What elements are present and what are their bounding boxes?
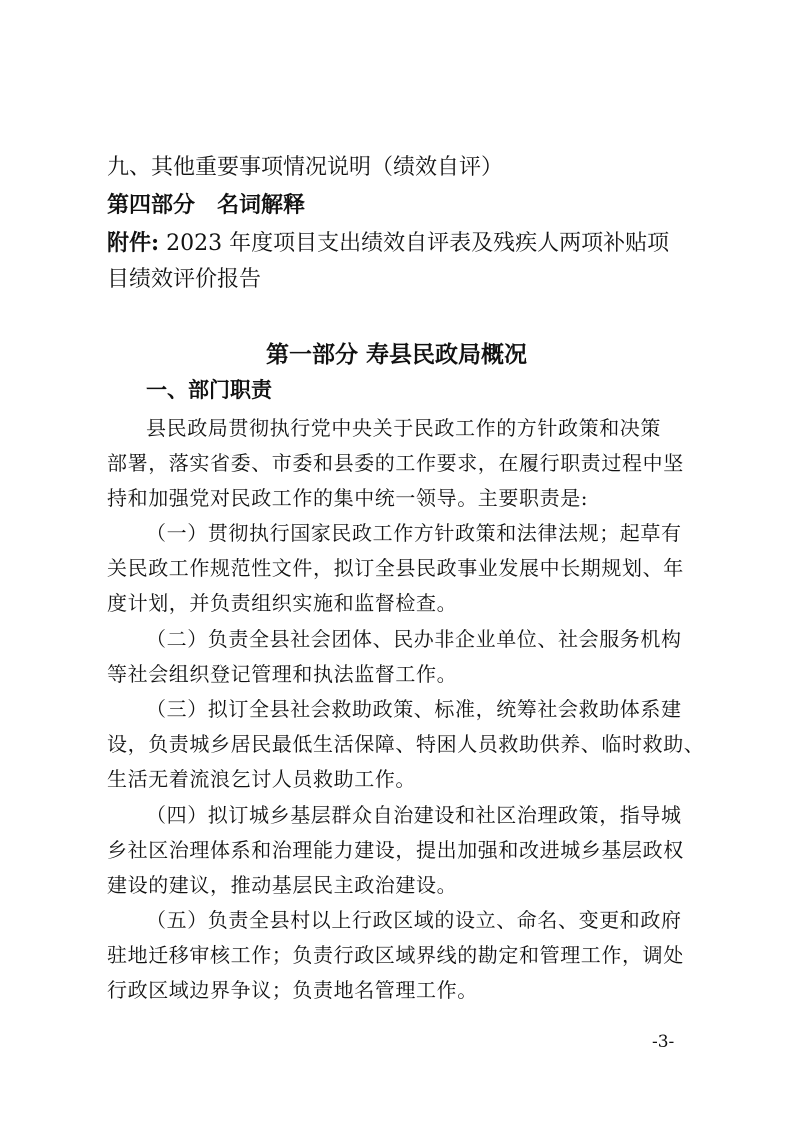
paragraph-line: （四）拟订城乡基层群众自治建设和社区治理政策，指导城 [146,803,682,827]
toc-part-4: 第四部分 名词解释 [107,192,306,218]
paragraph-line: 县民政局贯彻执行党中央关于民政工作的方针政策和决策 [146,416,661,440]
paragraph-line: （一）贯彻执行国家民政工作方针政策和法律法规；起草有 [146,521,682,545]
heading-department-duties: 一、部门职责 [146,377,272,402]
toc-attachment-line-1 [107,226,669,257]
paragraph-line: 部署，落实省委、市委和县委的工作要求，在履行职责过程中坚 [107,451,684,475]
paragraph-line: 持和加强党对民政工作的集中统一领导。主要职责是: [107,486,589,510]
paragraph-line: 乡社区治理体系和治理能力建设，提出加强和改进城乡基层政权 [107,838,684,862]
paragraph-line: 关民政工作规范性文件，拟订全县民政事业发展中长期规划、年 [107,556,684,580]
paragraph-line: （二）负责全县社会团体、民办非企业单位、社会服务机构 [146,627,682,651]
toc-attachment-line-2: 目绩效评价报告 [107,267,262,292]
paragraph-line: 生活无着流浪乞讨人员救助工作。 [107,767,416,791]
paragraph-line: 等社会组织登记管理和执法监督工作。 [107,662,458,686]
paragraph-line: （五）负责全县村以上行政区域的设立、命名、变更和政府 [146,908,682,932]
page-number: -3- [652,1032,675,1052]
paragraph-line: 设，负责城乡居民最低生活保障、特困人员救助供养、临时救助、 [107,732,705,756]
paragraph-line: 度计划，并负责组织实施和监督检查。 [107,591,458,615]
toc-item-9: 九、其他重要事项情况说明（绩效自评） [107,155,504,180]
attachment-label: 附件: [107,230,160,256]
paragraph-line: （三）拟订全县社会救助政策、标准，统筹社会救助体系建 [146,697,682,721]
attachment-text: 2023 年度项目支出绩效自评表及残疾人两项补贴项 [159,231,670,256]
section-title: 第一部分 寿县民政局概况 [265,341,527,368]
paragraph-line: 行政区域边界争议；负责地名管理工作。 [107,978,478,1002]
paragraph-line: 建设的建议，推动基层民主政治建设。 [107,873,458,897]
paragraph-line: 驻地迁移审核工作；负责行政区域界线的勘定和管理工作，调处 [107,943,684,967]
